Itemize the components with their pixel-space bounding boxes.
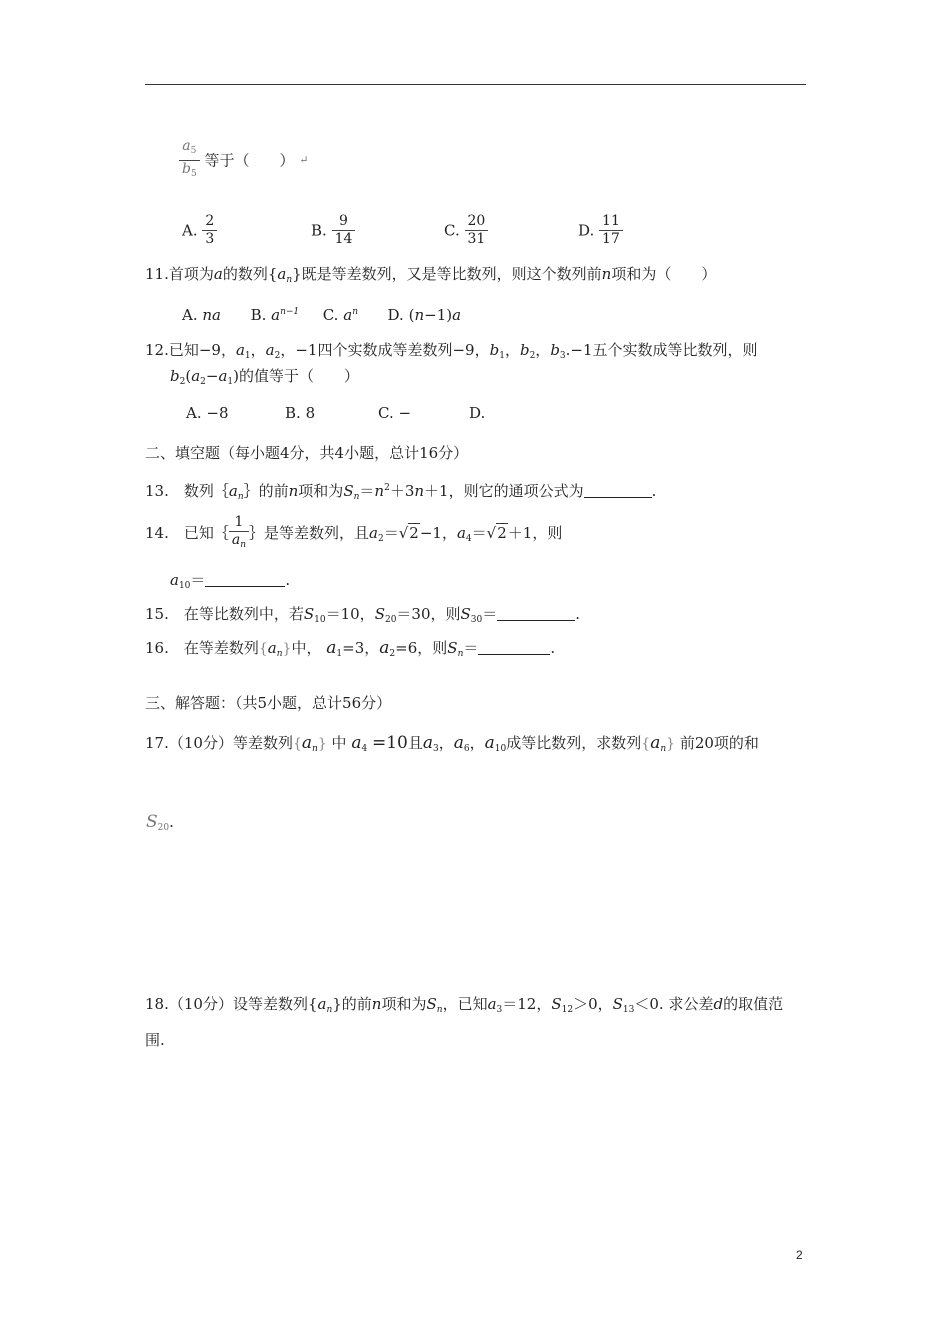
q12-option-b: B. 8 (285, 404, 316, 422)
q17-line2: $S_{20}$. (146, 812, 174, 833)
q14-line1: 14. 已知｛ $\frac{1}{a_n}$ ｝是等差数列，且$a_2=√2-1$，$a_4=√2+1$，则 (145, 514, 562, 557)
q10-option-b: B. $\frac{9}{14}$ (311, 213, 355, 248)
q12-option-c: C. − (378, 404, 412, 422)
page-number: 2 (796, 1248, 803, 1262)
q17-line1: 17.（10分）等差数列$\{a_n\}$ 中 $a_4 =10$且$a_3$，$a_6$，$a_{10}$成等比数列，求数列$\{a_n\}$ 前20项的和 (145, 733, 759, 754)
q14-answer-blank[interactable] (205, 572, 285, 587)
q10-option-c: C. $\frac{20}{31}$ (444, 213, 488, 248)
q14-fraction: $\frac{1}{a_n}$ (229, 514, 249, 554)
header-rule (145, 84, 806, 85)
q16: 16. 在等差数列$\{a_n\}$中， $a_1=3$，$a_2=6$，则$S_n=$ . (145, 638, 556, 659)
q13-answer-blank[interactable] (584, 483, 652, 498)
q11-options: A. na B. $a^{n-1}$ C. $a^n$ D. (n−1)a (182, 306, 462, 324)
q10-fraction: $\frac{a_5}{b_5}$ (179, 138, 200, 183)
q10-text: 等于（ ） (204, 151, 295, 170)
q13: 13. 数列$\{a_n\}$的前n项和为$S_n=n^2+3n+1$，则它的通项公式为 . (145, 482, 657, 502)
q10-option-d: D. $\frac{11}{17}$ (578, 213, 623, 248)
return-mark: ↵ (299, 153, 309, 167)
q15: 15. 在等比数列中，若$S_{10}=10$，$S_{20}=30$，则$S_{30}=$ . (145, 605, 581, 625)
q11-stem: 11.首项为a的数列$\{a_n\}$既是等差数列，又是等比数列，则这个数列前n项和为（ ） (145, 265, 717, 285)
q15-answer-blank[interactable] (497, 606, 575, 621)
q18-line2: 围. (145, 1031, 165, 1049)
q16-answer-blank[interactable] (478, 640, 550, 655)
q10-option-a: A. $\frac{2}{3}$ (182, 213, 217, 248)
q12-option-d: D. (469, 404, 486, 422)
sqrt-symbol: √2 (398, 524, 419, 542)
q14-line2: $a_{10}=$ . (170, 571, 291, 591)
section-2-heading: 二、填空题（每小题4分，共4小题，总计16分） (145, 444, 469, 462)
q12-stem-line1: 12.已知−9，$a_1$，$a_2$，−1四个实数成等差数列−9，$b_1$，$b_2$，$b_3.-1$五个实数成等比数列，则 (145, 341, 758, 361)
q12-option-a: A. −8 (186, 404, 229, 422)
sqrt-symbol: √2 (486, 524, 507, 542)
q12-stem-line2: $b_2(a_2-a_1)$的值等于（ ） (170, 367, 360, 387)
q10-tail (179, 138, 309, 183)
section-3-heading: 三、解答题：（共5小题，总计56分） (145, 694, 392, 712)
q18-line1: 18.（10分）设等差数列$\{a_n\}$的前n项和为$S_n$，已知$a_3=12$，$S_{12}>0$，$S_{13}<0$. 求公差d的取值范 (145, 995, 784, 1015)
